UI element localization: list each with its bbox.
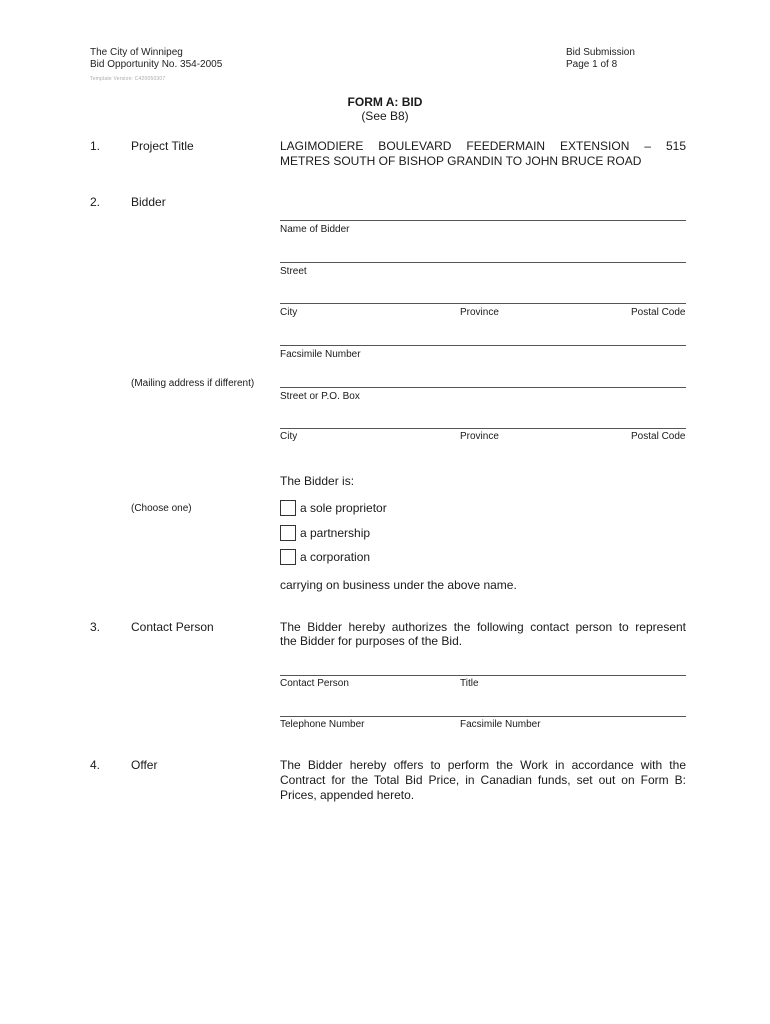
project-title-line1: LAGIMODIERE BOULEVARD FEEDERMAIN EXTENSION – 515 (280, 139, 686, 153)
choose-one-note: (Choose one) (131, 503, 192, 514)
header-page-number: Page 1 of 8 (566, 59, 618, 70)
mailing-province-label: Province (460, 431, 499, 442)
contact-person-label: Contact Person (280, 678, 349, 689)
street-line[interactable] (280, 262, 686, 263)
city-label: City (280, 307, 298, 318)
sole-proprietor-checkbox[interactable] (280, 500, 296, 516)
header-org-name: The City of Winnipeg (90, 47, 183, 58)
street-label: Street (280, 266, 307, 277)
contact-facsimile-label: Facsimile Number (460, 719, 541, 730)
province-label: Province (460, 307, 499, 318)
offer-text-line1: The Bidder hereby offers to perform the Work in accordance with the (280, 758, 686, 772)
bidder-is-label: The Bidder is: (280, 474, 355, 488)
project-title-line2: METRES SOUTH OF BISHOP GRANDIN TO JOHN BRUCE ROAD (280, 154, 642, 168)
corporation-checkbox[interactable] (280, 549, 296, 565)
sole-proprietor-label: a sole proprietor (300, 501, 387, 515)
mailing-address-note: (Mailing address if different) (131, 378, 255, 389)
section-1-number: 1. (90, 139, 101, 153)
section-1-label: Project Title (131, 139, 194, 153)
carrying-on-business-text: carrying on business under the above name. (280, 578, 517, 592)
street-po-box-label: Street or P.O. Box (280, 391, 360, 402)
header-bid-opportunity: Bid Opportunity No. 354-2005 (90, 59, 223, 70)
partnership-checkbox[interactable] (280, 525, 296, 541)
form-subtitle: (See B8) (361, 109, 409, 123)
offer-text-line3: Prices, appended hereto. (280, 788, 415, 802)
telephone-number-label: Telephone Number (280, 719, 365, 730)
contact-authorization-line2: the Bidder for purposes of the Bid. (280, 634, 463, 648)
corporation-label: a corporation (300, 550, 371, 564)
contact-person-title-line[interactable] (280, 675, 686, 676)
name-of-bidder-label: Name of Bidder (280, 224, 350, 235)
section-3-number: 3. (90, 620, 101, 634)
mailing-postal-code-label: Postal Code (631, 431, 686, 442)
mailing-city-label: City (280, 431, 298, 442)
section-2-number: 2. (90, 195, 101, 209)
header-bid-submission: Bid Submission (566, 47, 635, 58)
section-4-number: 4. (90, 758, 101, 772)
postal-code-label: Postal Code (631, 307, 686, 318)
mailing-city-province-postal-line[interactable] (280, 428, 686, 429)
form-title: FORM A: BID (347, 95, 423, 109)
offer-text-line2: Contract for the Total Bid Price, in Canadian funds, set out on Form B: (280, 773, 686, 787)
city-province-postal-line[interactable] (280, 303, 686, 304)
section-2-label: Bidder (131, 195, 166, 209)
street-po-box-line[interactable] (280, 387, 686, 388)
partnership-label: a partnership (300, 526, 371, 540)
section-3-label: Contact Person (131, 620, 214, 634)
telephone-facsimile-line[interactable] (280, 716, 686, 717)
header-template-version: Template Version: C420050307 (90, 76, 166, 82)
facsimile-line[interactable] (280, 345, 686, 346)
section-4-label: Offer (131, 758, 158, 772)
contact-title-label: Title (460, 678, 479, 689)
facsimile-label: Facsimile Number (280, 349, 361, 360)
name-of-bidder-line[interactable] (280, 220, 686, 221)
contact-authorization-line1: The Bidder hereby authorizes the following contact person to represent (280, 620, 686, 634)
